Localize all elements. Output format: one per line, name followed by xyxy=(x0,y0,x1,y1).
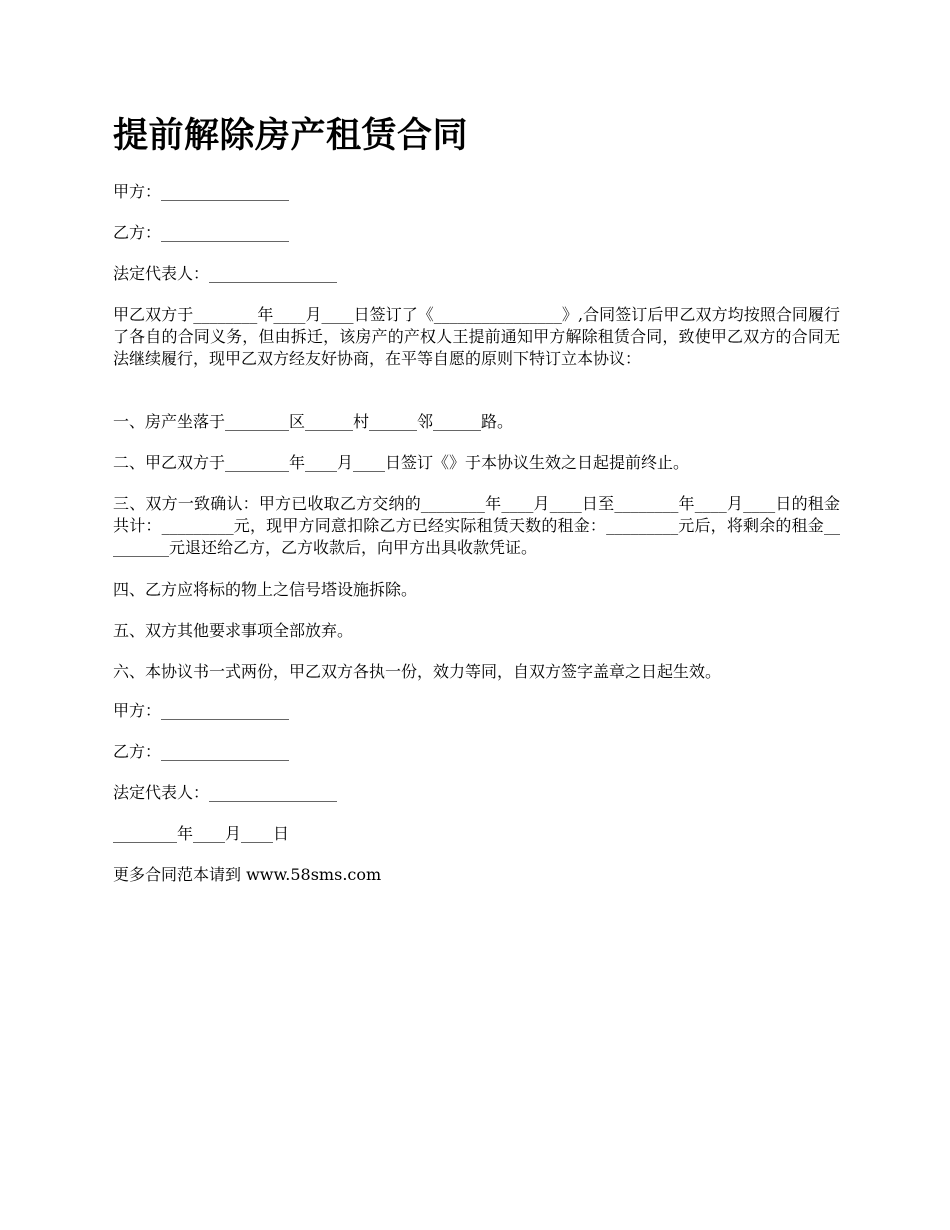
sign-legal-rep-line: 法定代表人：________________ xyxy=(113,783,338,802)
intro-paragraph: 甲乙双方于________年____月____日签订了《________________》,合同签订后甲乙双方均按照合同履行了各自的合同义务，但由拆迁，该房产的产权人王提前通知甲方解除租赁合同，致使甲乙双方的合同无法继续履行，现甲乙双方经友好协商，在平等自愿的原则下特订立本协议： xyxy=(113,305,840,368)
sign-party-a-line: 甲方：________________ xyxy=(113,701,290,720)
clause-2: 二、甲乙双方于________年____月____日签订《》于本协议生效之日起提前终止。 xyxy=(113,453,690,472)
document-title: 提前解除房产租赁合同 xyxy=(113,115,469,156)
sign-date-line: ________年____月____日 xyxy=(113,824,290,843)
sign-party-b-line: 乙方：________________ xyxy=(113,742,290,761)
clause-1: 一、房产坐落于________区______村______邻______路。 xyxy=(113,412,514,431)
party-a-line: 甲方：________________ xyxy=(113,182,290,201)
clause-5: 五、双方其他要求事项全部放弃。 xyxy=(113,621,354,640)
clause-4: 四、乙方应将标的物上之信号塔设施拆除。 xyxy=(113,580,418,599)
legal-rep-line: 法定代表人：________________ xyxy=(113,264,338,283)
clause-3: 三、双方一致确认：甲方已收取乙方交纳的________年____月____日至________年____月____日的租金共计：_________元，现甲方同意扣除乙方已经实际租赁天数的租金：_________元后，将剩余的租金_________元退还给乙方，乙方收款后，向甲方出具收款凭证。 xyxy=(113,494,840,557)
clause-6: 六、本协议书一式两份，甲乙双方各执一份，效力等同，自双方签字盖章之日起生效。 xyxy=(113,662,722,681)
more-templates-link[interactable]: 更多合同范本请到 www.58sms.com xyxy=(113,865,382,884)
party-b-line: 乙方：________________ xyxy=(113,223,290,242)
